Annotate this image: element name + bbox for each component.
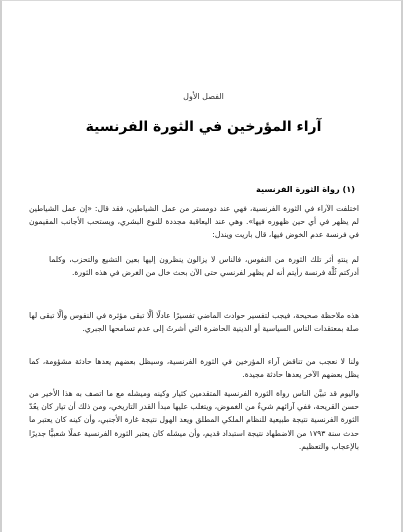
block-quote: لم ينتهِ أثر تلك الثورة من النفوس، فالناس لا يزالون ينظرون إليها بعين التشيع والتحزب، وكلما أدركتم ثُلَّة فرنسة رأيتم أنه لم يظهر لفرنسي حتى الآن بحث خال من الغرض في هذه الثورة.: [49, 255, 359, 278]
page-title: آراء المؤرخين في الثورة الفرنسية: [85, 119, 322, 135]
paragraph-2: هذه ملاحظة صحيحة، فيجب لتفسير حوادث الماضي تفسيرًا عادلًا ألَّا تبقى مؤثرة في النفوس وألَّا تبقى لها صلة بمعتقدات الناس السياسية أو الدينية الحاضرة التي أشرتُ إلى عدم تسامحها الجبري.: [29, 311, 359, 334]
chapter-label: الفصل الأول: [183, 92, 224, 101]
paragraph-1: اختلفت الآراء في الثورة الفرنسية، فهي عند دومستر من عمل الشياطين، فقد قال: «إن عمل الشياطين لم يظهر في أي حين ظهوره فيها». وهي عند اليعاقبة مجددة للنوع البشري، ويستحب الأجانب المقيمون في فرنسة عدم الخوض فيها، قال باريت ويندل:: [29, 204, 359, 240]
paragraph-3: ولنا لا نعجب من تناقض آراء المؤرخين في الثورة الفرنسية، وسيظل بعضهم يعدها حادثة مشؤومة، كما يظل بعضهم الآخر يعدها حادثة مجيدة.: [29, 357, 359, 380]
section-heading: (١) رواة الثورة الفرنسية: [256, 184, 355, 194]
paragraph-4: واليوم قد تبيَّن الناس رواة الثورة الفرنسية المتقدمين كثيار وكينه وميشله مع ما اتصف به هذا الأخير من حسن القريحة، ففي آرائهم شيءٌ من الغموض، ويتغلب عليها مبدأ القدر التاريخي، ومن ذلك أن تيار كان يعُدّ الثورة الفرنسية نتيجة طبيعية للنظام الملكي المطلق ويعد الهول نتيجة غارة الأجنبي، وأن كينه كان يعتبر ما حدث سنة ١٧٩٣ من الاضطهاد نتيجة استبداد قديم، وأن ميشله كان يعتبر الثورة الفرنسية عملًا شعبيًّا جديرًا بالإعجاب والتعظيم.: [29, 389, 359, 451]
